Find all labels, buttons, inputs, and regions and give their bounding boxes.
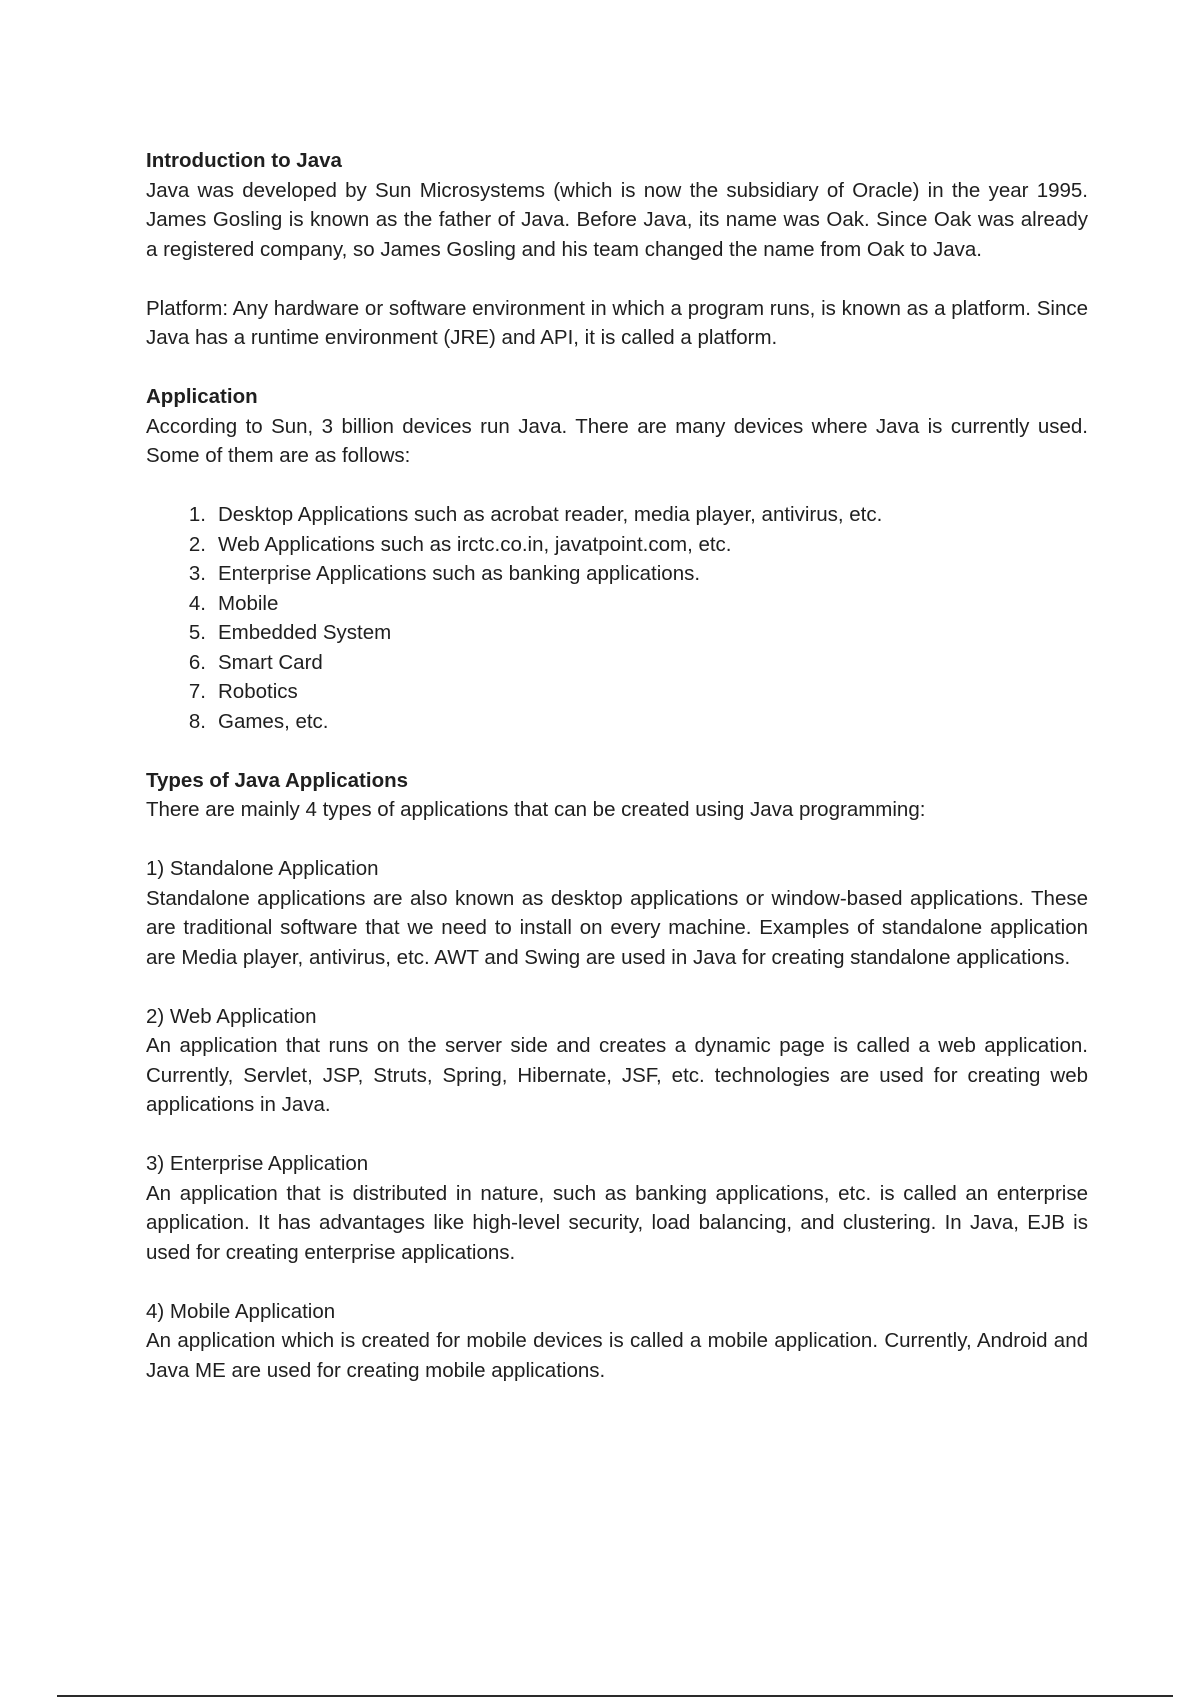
spacer [146,825,1088,855]
spacer [146,353,1088,383]
section-body-enterprise: An application that is distributed in nature, such as banking applications, etc. is called an enterprise application. It has advantages like high-level security, load balancing, and clustering. In Java, EJB is used for creating enterprise applications. [146,1181,1088,1264]
section-body-mobile: An application which is created for mobile devices is called a mobile application. Currently, Android and Java ME are used for creating mobile applications. [146,1329,1088,1382]
page-bottom-rule [57,1695,1173,1697]
spacer [146,972,1088,1002]
list-item-text: Desktop Applications such as acrobat reader, media player, antivirus, etc. [218,503,883,526]
list-item [146,648,1088,678]
document-page [146,146,1088,1385]
list-number: 4. [188,591,206,615]
list-item-text: Enterprise Applications such as banking applications. [218,562,701,585]
list-item-text: Robotics [218,680,298,703]
types-paragraph: There are mainly 4 types of applications that can be created using Java programming: [146,798,926,821]
section-title-mobile: 4) Mobile Application [146,1299,336,1323]
list-item [146,500,1088,530]
list-item [146,707,1088,737]
platform-paragraph: Platform: Any hardware or software environment in which a program runs, is known as a platform. Since Java has a runtime environment (JRE) and API, it is called a platform. [146,296,1088,349]
section-body-standalone: Standalone applications are also known as desktop applications or window-based applications. These are traditional software that we need to install on every machine. Examples of standalone application are Media player, antivirus, etc. AWT and Swing are used in Java for creating standalone applications. [146,886,1088,969]
list-item-text: Games, etc. [218,709,329,733]
list-number: 6. [188,650,206,674]
list-item [146,530,1088,560]
spacer [146,471,1088,501]
list-number: 3. [188,562,206,585]
spacer [146,1120,1088,1150]
spacer [146,1267,1088,1297]
list-item [146,589,1088,619]
list-item [146,677,1088,707]
list-number: 7. [188,680,206,703]
section-body-web: An application that runs on the server side and creates a dynamic page is called a web application. Currently, Servlet, JSP, Struts, Spring, Hibernate, JSF, etc. technologies are used for creating web applications in Java. [146,1034,1088,1116]
section-title-enterprise: 3) Enterprise Application [146,1152,369,1175]
list-number: 2. [188,532,206,556]
application-list [146,500,1088,736]
application-heading: Application [146,385,258,408]
section-title-standalone: 1) Standalone Application [146,857,379,880]
section-title-web: 2) Web Application [146,1004,317,1028]
intro-paragraph: Java was developed by Sun Microsystems (which is now the subsidiary of Oracle) in the year 1995. James Gosling is known as the father of Java. Before Java, its name was Oak. Since Oak was already a registered company, so James Gosling and his team changed the name from Oak to Java. [146,178,1088,261]
spacer [146,736,1088,766]
list-item-text: Embedded System [218,621,392,644]
list-number: 1. [188,503,206,526]
spacer [146,264,1088,294]
list-item-text: Smart Card [218,650,323,674]
list-number: 5. [188,621,206,644]
list-item-text: Web Applications such as irctc.co.in, javatpoint.com, etc. [218,532,732,556]
list-item-text: Mobile [218,591,279,615]
list-item [146,618,1088,648]
application-paragraph: According to Sun, 3 billion devices run Java. There are many devices where Java is currently used. Some of them are as follows: [146,414,1088,467]
types-heading: Types of Java Applications [146,768,409,792]
intro-heading: Introduction to Java [146,149,342,172]
list-number: 8. [188,709,206,733]
list-item [146,559,1088,589]
